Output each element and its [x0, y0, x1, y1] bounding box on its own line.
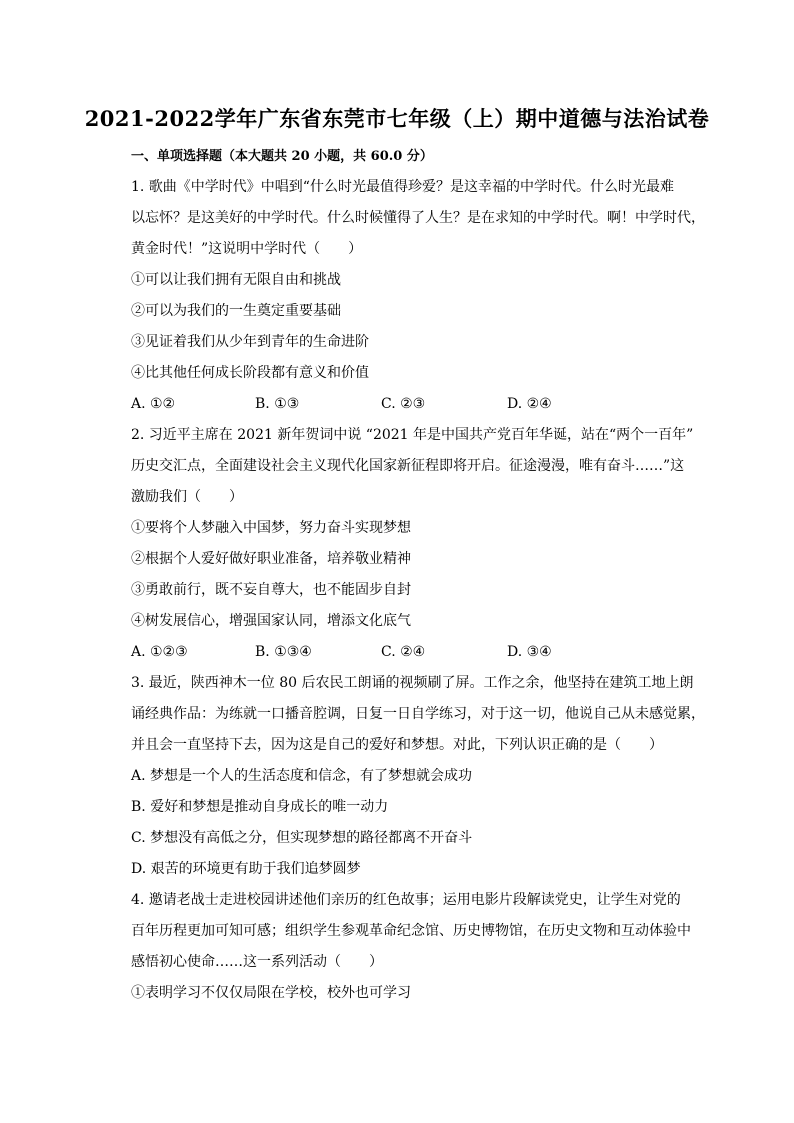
q1-options [131, 394, 691, 414]
q2-statement-1: ①要将个人梦融入中国梦，努力奋斗实现梦想 [131, 520, 411, 536]
q2-option-a[interactable]: A. ①②③ [131, 644, 188, 660]
q2-option-d[interactable]: D. ③④ [507, 644, 552, 660]
q4-stem-line-1: 4. 邀请老战士走进校园讲述他们亲历的红色故事；运用电影片段解读党史，让学生对党的 [131, 892, 681, 908]
q2-stem-line-3: 激励我们（ ） [131, 489, 243, 505]
section-heading: 一、单项选择题（本大题共 20 小题，共 60.0 分） [131, 149, 433, 164]
q4-statement-1: ①表明学习不仅仅局限在学校，校外也可学习 [131, 985, 411, 1001]
q4-stem-line-2: 百年历程更加可知可感；组织学生参观革命纪念馆、历史博物馆，在历史文物和互动体验中 [131, 923, 691, 939]
q1-stem-line-3: 黄金时代！”这说明中学时代（ ） [131, 241, 363, 257]
q3-stem-line-2: 诵经典作品：为练就一口播音腔调，日复一日自学练习，对于这一切，他说自己从未感觉累， [131, 706, 705, 722]
q2-statement-4: ④树发展信心，增强国家认同，增添文化底气 [131, 613, 411, 629]
q2-options [131, 642, 691, 662]
q2-statement-3: ③勇敢前行，既不妄自尊大，也不能固步自封 [131, 582, 411, 598]
q3-stem-line-1: 3. 最近，陕西神木一位 80 后农民工朗诵的视频刷了屏。工作之余，他坚持在建筑工地上朗 [131, 675, 694, 691]
q2-option-b[interactable]: B. ①③④ [255, 644, 312, 660]
q1-statement-1: ①可以让我们拥有无限自由和挑战 [131, 272, 341, 288]
q1-stem-line-1: 1. 歌曲《中学时代》中唱到“什么时光最值得珍爱？是这幸福的中学时代。什么时光最难 [131, 179, 674, 195]
q3-option-d[interactable]: D. 艰苦的环境更有助于我们追梦圆梦 [131, 861, 361, 877]
q2-stem-line-2: 历史交汇点，全面建设社会主义现代化国家新征程即将开启。征途漫漫，唯有奋斗……”这 [131, 458, 685, 474]
q1-option-c[interactable]: C. ②③ [381, 396, 426, 412]
q3-stem-line-3: 并且会一直坚持下去，因为这是自己的爱好和梦想。对此，下列认识正确的是（ ） [131, 737, 663, 753]
q2-option-c[interactable]: C. ②④ [381, 644, 426, 660]
q4-stem-line-3: 感悟初心使命……这一系列活动（ ） [131, 954, 383, 970]
q1-option-b[interactable]: B. ①③ [255, 396, 300, 412]
q1-option-d[interactable]: D. ②④ [507, 396, 552, 412]
q1-statement-4: ④比其他任何成长阶段都有意义和价值 [131, 365, 369, 381]
q3-option-b[interactable]: B. 爱好和梦想是推动自身成长的唯一动力 [131, 799, 389, 815]
q2-statement-2: ②根据个人爱好做好职业准备，培养敬业精神 [131, 551, 411, 567]
q2-stem-line-1: 2. 习近平主席在 2021 新年贺词中说 “2021 年是中国共产党百年华诞，站在“两个一百年” [131, 427, 694, 443]
q1-option-a[interactable]: A. ①② [131, 396, 176, 412]
q3-option-a[interactable]: A. 梦想是一个人的生活态度和信念，有了梦想就会成功 [131, 768, 473, 784]
q1-stem-line-2: 以忘怀？是这美好的中学时代。什么时候懂得了人生？是在求知的中学时代。啊！中学时代， [131, 210, 705, 226]
q1-statement-2: ②可以为我们的一生奠定重要基础 [131, 303, 341, 319]
q3-option-c[interactable]: C. 梦想没有高低之分，但实现梦想的路径都离不开奋斗 [131, 830, 473, 846]
page-title: 2021-2022学年广东省东莞市七年级（上）期中道德与法治试卷 [84, 106, 710, 131]
q1-statement-3: ③见证着我们从少年到青年的生命进阶 [131, 334, 369, 350]
